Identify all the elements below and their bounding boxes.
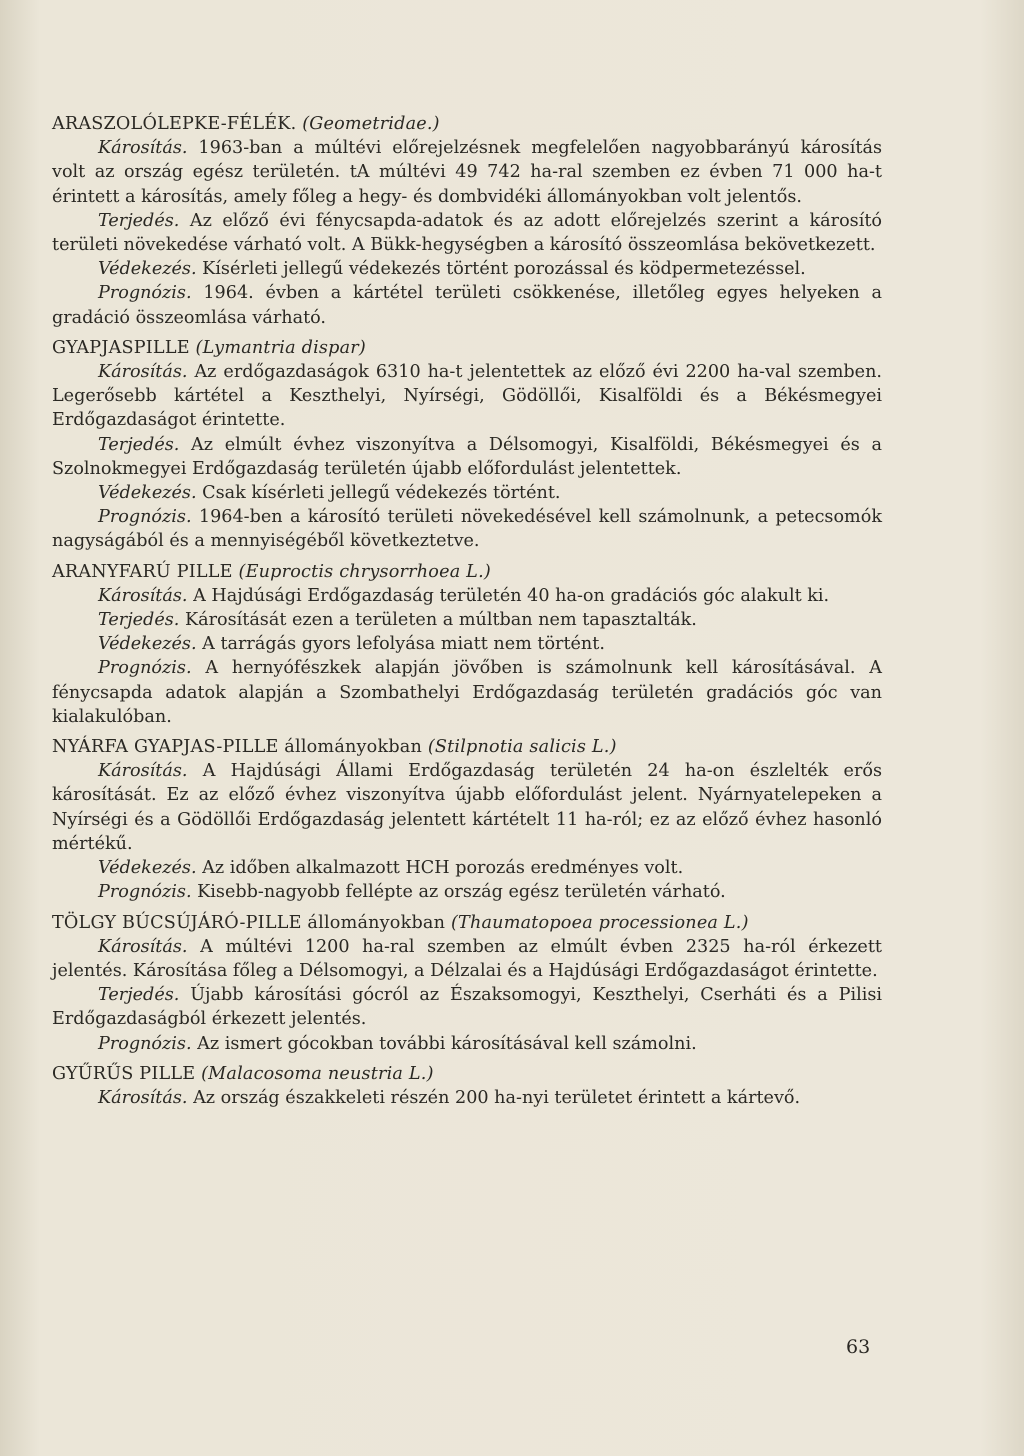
- paragraph-label: Védekezés.: [98, 858, 197, 879]
- section-heading: [52, 112, 882, 136]
- section: [52, 1062, 882, 1110]
- paragraph-text: Az ismert gócokban további károsításával kell számolni.: [191, 1033, 697, 1054]
- paragraph-label: Terjedés.: [98, 610, 180, 631]
- section-heading: [52, 560, 882, 584]
- paragraph-text: Az elmúlt évhez viszonyítva a Délsomogyi, Kisalföldi, Békésmegyei és a Szolnokmegyei Erdőgazdaság területén újabb előfordulást jelentettek.: [52, 434, 882, 479]
- section-title: ARANYFARÚ PILLE: [52, 561, 233, 582]
- section-title: ARASZOLÓLEPKE-FÉLÉK.: [52, 114, 297, 134]
- section-title: GYAPJASPILLE: [52, 337, 190, 358]
- paragraph: [52, 632, 882, 656]
- paragraph-label: Terjedés.: [98, 210, 180, 231]
- paragraph: [52, 433, 882, 481]
- paragraph-text: Csak kísérleti jellegű védekezés történt.: [196, 483, 561, 504]
- paragraph-text: Az erdőgazdaságok 6310 ha-t jelentettek az előző évi 2200 ha-val szemben. Legerősebb kártétel a Keszthelyi, Nyírségi, Gödöllői, Kisalföldi és a Békésmegyei Erdőgazdaságot érintette.: [52, 362, 882, 431]
- section-title: NYÁRFA GYAPJAS-PILLE állományokban: [52, 737, 423, 758]
- paragraph: [52, 935, 882, 983]
- paragraph-text: A Hajdúsági Állami Erdőgazdaság területén 24 ha-on észlelték erős károsítását. Ez az előző évhez viszonyítva újabb előfordulást jelent. Nyárnyatelepeken a Nyírségi és a Gödöllői Erdőgazdaság jelentett kártételt 11 ha-ról; ez az előző évhez hasonló mértékű.: [52, 761, 882, 854]
- section-latin-name: (Euproctis chrysorrhoea L.): [238, 561, 491, 582]
- section-latin-name: (Thaumatopoea processionea L.): [450, 912, 749, 933]
- paragraph-label: Prognózis.: [98, 658, 192, 679]
- paragraph-label: Prognózis.: [98, 882, 192, 903]
- paragraph-text: A múltévi 1200 ha-ral szemben az elmúlt évben 2325 ha-ról érkezett jelentés. Károsítása főleg a Délsomogyi, a Délzalai és a Hajdúsági Erdőgazdaságot érintette.: [52, 936, 882, 981]
- paragraph: [52, 136, 882, 209]
- paragraph: [52, 481, 882, 505]
- paragraph: [52, 656, 882, 729]
- paragraph-text: Az ország északkeleti részén 200 ha-nyi területet érintett a kártevő.: [187, 1087, 801, 1108]
- paragraph: [52, 856, 882, 880]
- paragraph-label: Károsítás.: [98, 936, 188, 957]
- paragraph-label: Védekezés.: [98, 634, 197, 655]
- paragraph-label: Prognózis.: [98, 283, 192, 304]
- paragraph-label: Védekezés.: [98, 259, 197, 280]
- section: [52, 735, 882, 904]
- section-latin-name: (Malacosoma neustria L.): [201, 1063, 434, 1084]
- document-body: [52, 112, 882, 1116]
- paragraph: [52, 1086, 882, 1110]
- paragraph: [52, 759, 882, 856]
- paragraph: [52, 209, 882, 257]
- paragraph-text: A tarrágás gyors lefolyása miatt nem történt.: [196, 634, 605, 655]
- paragraph: [52, 360, 882, 433]
- paragraph: [52, 281, 882, 329]
- paragraph-text: 1963-ban a múltévi előrejelzésnek megfelelően nagyobbarányú károsítás volt az ország egész területén. tA múltévi 49 742 ha-ral szemben ez évben 71 000 ha-t érintett a károsítás, amely főleg a hegy- és dombvidéki állományokban volt jelentős.: [52, 138, 882, 207]
- paragraph-label: Prognózis.: [98, 507, 192, 528]
- section-heading: [52, 1062, 882, 1086]
- paragraph-label: Károsítás.: [98, 362, 188, 383]
- paragraph-text: A hernyófészkek alapján jövőben is számolnunk kell károsításával. A fénycsapda adatok alapján a Szombathelyi Erdőgazdaság területén gradációs góc van kialakulóban.: [52, 658, 882, 727]
- paragraph-text: Az előző évi fénycsapda-adatok és az adott előrejelzés szerint a károsító területi növekedése várható volt. A Bükk-hegységben a károsító összeomlása bekövetkezett.: [52, 210, 882, 256]
- section-title: GYŰRŰS PILLE: [52, 1063, 196, 1084]
- section: [52, 911, 882, 1056]
- paragraph: [52, 880, 882, 904]
- paragraph: [52, 608, 882, 632]
- paragraph-text: 1964. évben a kártétel területi csökkenése, illetőleg egyes helyeken a gradáció összeomlása várható.: [52, 283, 882, 328]
- section-title: TÖLGY BÚCSÚJÁRÓ-PILLE állományokban: [52, 912, 446, 933]
- section-latin-name: (Stilpnotia salicis L.): [427, 737, 617, 758]
- section-heading: [52, 911, 882, 935]
- paragraph-text: Kisebb-nagyobb fellépte az ország egész területén várható.: [191, 882, 726, 903]
- paragraph: [52, 505, 882, 553]
- paragraph-label: Károsítás.: [98, 585, 188, 606]
- paragraph-label: Védekezés.: [98, 483, 197, 504]
- paragraph-text: Újabb károsítási gócról az Északsomogyi, Keszthelyi, Cserháti és a Pilisi Erdőgazdaságból érkezett jelentés.: [52, 985, 882, 1030]
- page-number: 63: [846, 1336, 871, 1358]
- section: [52, 112, 882, 330]
- paragraph-label: Prognózis.: [98, 1033, 192, 1054]
- paragraph: [52, 983, 882, 1031]
- paragraph: [52, 257, 882, 281]
- paragraph-text: Károsítását ezen a területen a múltban nem tapasztalták.: [179, 610, 697, 631]
- paragraph: [52, 584, 882, 608]
- paragraph-label: Károsítás.: [98, 138, 188, 159]
- paragraph-text: Az időben alkalmazott HCH porozás eredményes volt.: [196, 858, 684, 879]
- section-latin-name: (Lymantria dispar): [195, 337, 366, 358]
- paragraph-label: Károsítás.: [98, 1087, 188, 1108]
- section: [52, 560, 882, 729]
- paragraph-label: Terjedés.: [98, 434, 180, 455]
- section-latin-name: (Geometridae.): [302, 114, 440, 134]
- paragraph-text: 1964-ben a károsító területi növekedésével kell számolnunk, a petecsomók nagyságából és a mennyiségéből következtetve.: [52, 507, 882, 552]
- section-heading: [52, 336, 882, 360]
- section-heading: [52, 735, 882, 759]
- paragraph-label: Károsítás.: [98, 761, 188, 782]
- paragraph-text: Kísérleti jellegű védekezés történt porozással és ködpermetezéssel.: [196, 259, 806, 280]
- section: [52, 336, 882, 554]
- paragraph-text: A Hajdúsági Erdőgazdaság területén 40 ha-on gradációs góc alakult ki.: [187, 585, 830, 606]
- paragraph-label: Terjedés.: [98, 985, 180, 1006]
- paragraph: [52, 1032, 882, 1056]
